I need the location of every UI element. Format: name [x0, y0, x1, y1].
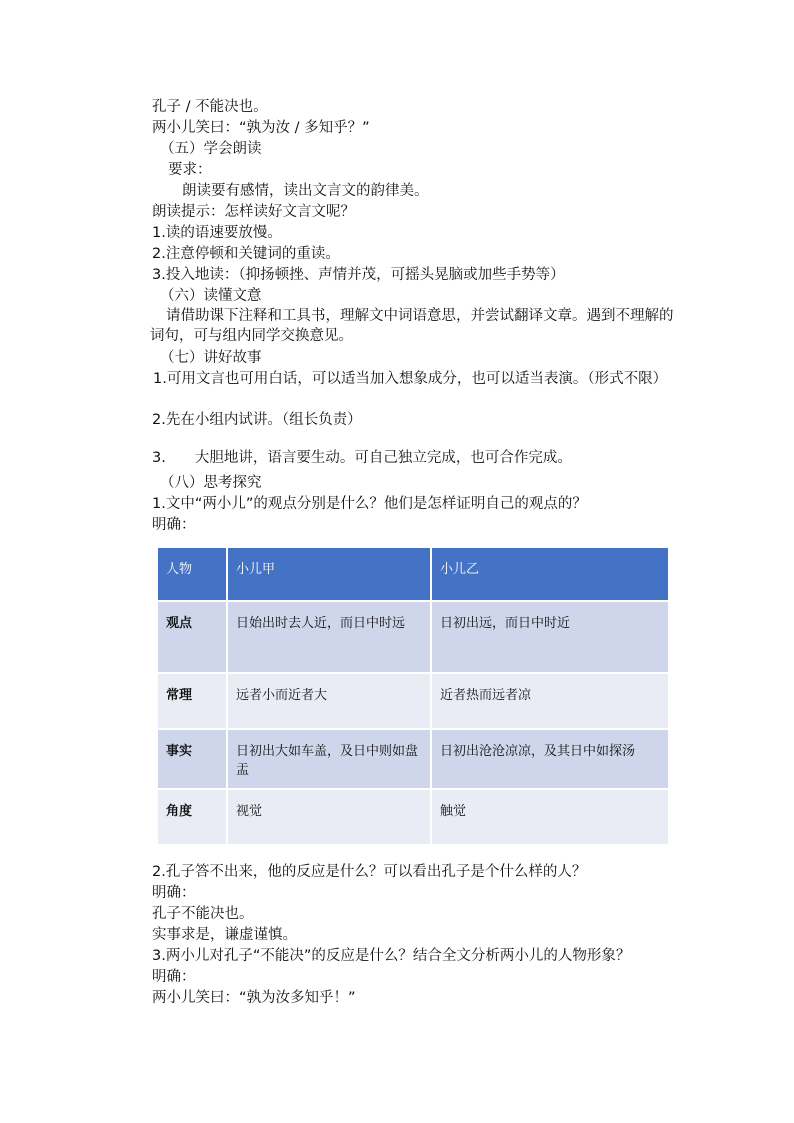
question: 2.孔子答不出来，他的反应是什么？可以看出孔子是个什么样的人？ — [152, 864, 587, 880]
table-header-cell: 人物 — [158, 548, 226, 600]
text-line: 朗读要有感情，读出文言文的韵律美。 — [182, 183, 429, 199]
section-heading: （五）学会朗读 — [160, 141, 262, 157]
paragraph: 请借助课下注释和工具书，理解文中词语意思，并尝试翻译文章。遇到不理解的词句，可与组内同学交换意见。 — [150, 308, 674, 344]
question: 1.文中“两小儿”的观点分别是什么？他们是怎样证明自己的观点的？ — [152, 496, 587, 512]
table-row — [158, 602, 668, 672]
text-line: 实事求是，谦虚谨慎。 — [152, 927, 297, 943]
list-item: 3. 大胆地讲，语言要生动。可自己独立完成，也可合作完成。 — [152, 450, 572, 466]
section-heading: （八）思考探究 — [160, 475, 262, 491]
table-header-row — [158, 548, 668, 600]
text-line: 两小儿笑曰：“孰为汝 / 多知乎？” — [152, 120, 370, 136]
table-cell: 视觉 — [228, 790, 430, 844]
table-row — [158, 790, 668, 844]
table-cell: 日初出远，而日中时近 — [432, 602, 668, 672]
table-row — [158, 674, 668, 728]
text-line: 要求： — [168, 162, 212, 178]
table-cell: 近者热而远者凉 — [432, 674, 668, 728]
table-cell: 日始出时去人近，而日中时远 — [228, 602, 430, 672]
text-line: 孔子不能决也。 — [152, 906, 254, 922]
table-header-cell: 小儿甲 — [228, 548, 430, 600]
answer-label: 明确： — [152, 517, 196, 533]
table-header-cell: 小儿乙 — [432, 548, 668, 600]
table-cell: 日初出大如车盖，及日中则如盘盂 — [228, 730, 430, 788]
list-item: 2.先在小组内试讲。（组长负责） — [152, 412, 362, 428]
table-row — [158, 730, 668, 788]
table-cell: 角度 — [158, 790, 226, 844]
text-line: 朗读提示：怎样读好文言文呢？ — [152, 204, 355, 220]
question: 3.两小儿对孔子“不能决”的反应是什么？结合全文分析两小儿的人物形象？ — [152, 948, 631, 964]
table-cell: 常理 — [158, 674, 226, 728]
table-cell: 触觉 — [432, 790, 668, 844]
table-cell: 观点 — [158, 602, 226, 672]
list-item: 2.注意停顿和关键词的重读。 — [152, 246, 340, 262]
table-cell: 远者小而近者大 — [228, 674, 430, 728]
section-heading: （七）讲好故事 — [160, 350, 262, 366]
answer-label: 明确： — [152, 969, 196, 985]
list-item: 3.投入地读：（抑扬顿挫、声情并茂，可摇头晃脑或加些手势等） — [152, 267, 565, 283]
answer-label: 明确： — [152, 885, 196, 901]
list-item: 1.可用文言也可用白话，可以适当加入想象成分，也可以适当表演。（形式不限） — [153, 371, 668, 387]
text-line: 两小儿笑曰：“孰为汝多知乎！” — [152, 990, 356, 1006]
text-line: 孔子 / 不能决也。 — [152, 99, 268, 115]
list-item: 1.读的语速要放慢。 — [152, 225, 282, 241]
section-heading: （六）读懂文意 — [160, 288, 262, 304]
table-cell: 日初出沧沧凉凉，及其日中如探汤 — [432, 730, 668, 788]
comparison-table — [156, 546, 670, 846]
table-cell: 事实 — [158, 730, 226, 788]
